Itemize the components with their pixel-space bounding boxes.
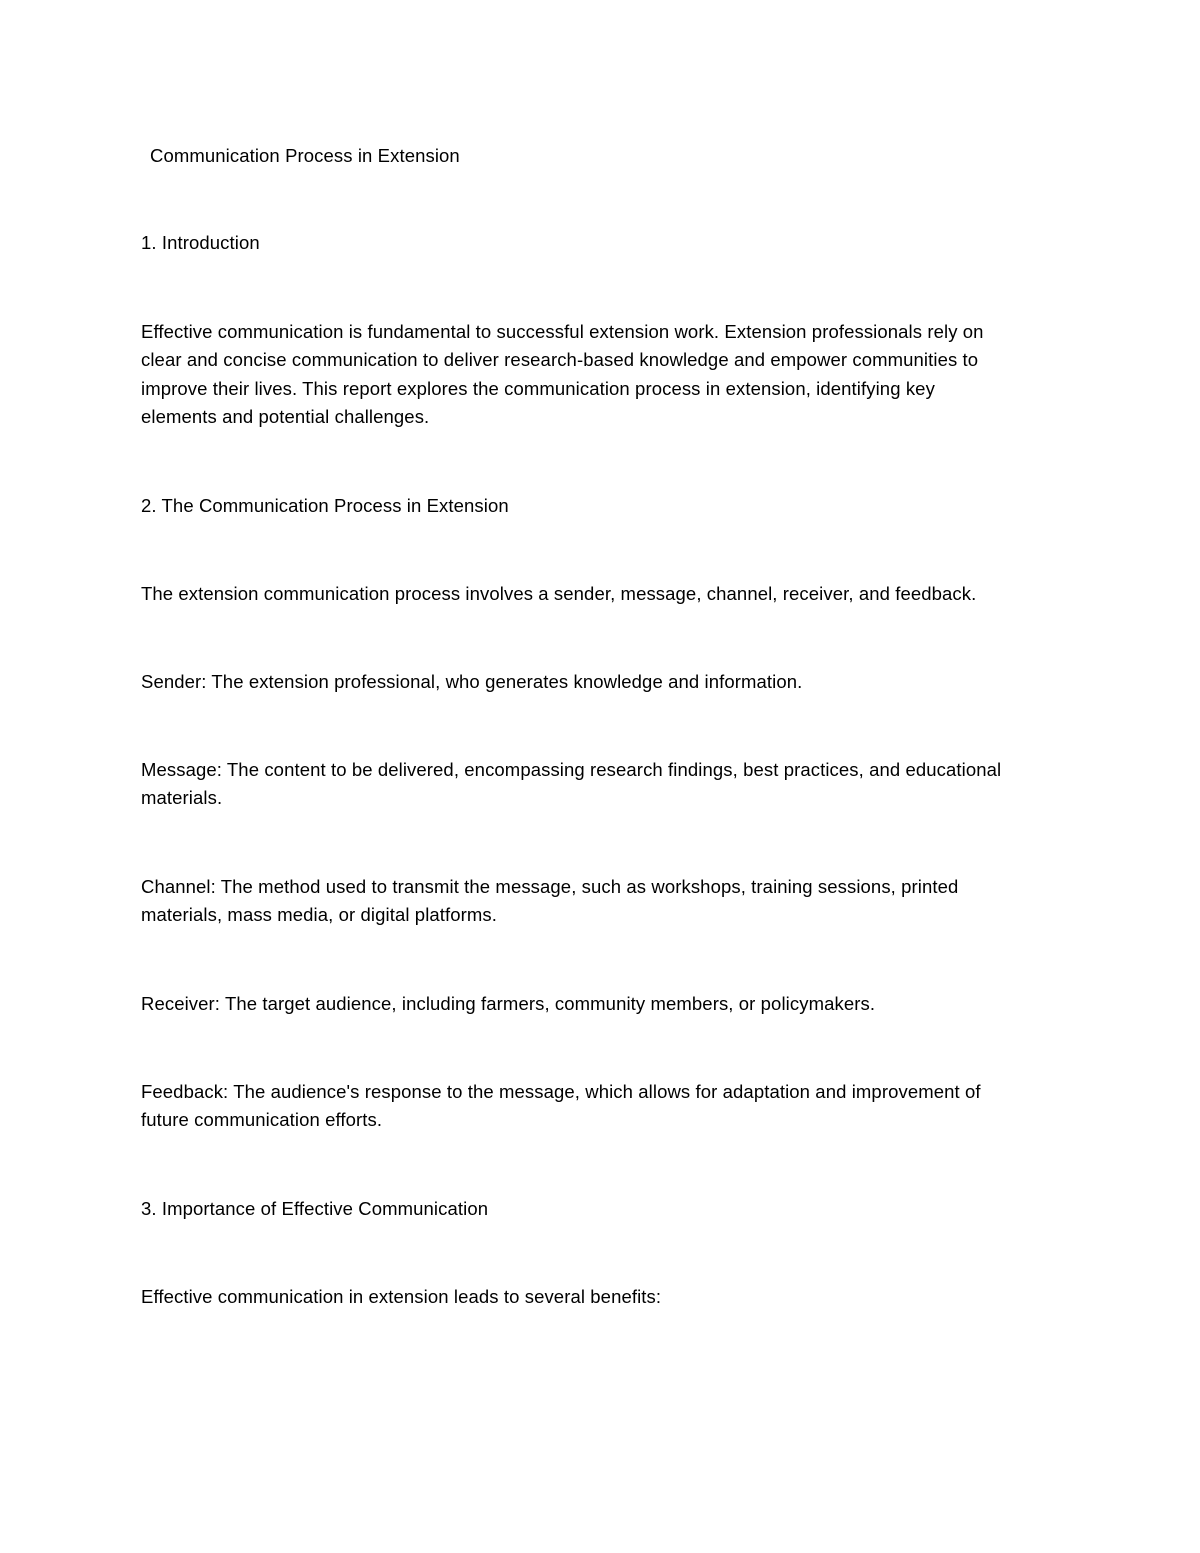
- paragraph-line: Effective communication is fundamental to successful extension work. Extension professionals rely on: [141, 321, 984, 342]
- message-definition: Message: The content to be delivered, encompassing research findings, best practices, and educational: [141, 759, 1002, 780]
- section-heading-introduction: 1. Introduction: [141, 232, 260, 253]
- document-title: Communication Process in Extension: [150, 145, 460, 166]
- paragraph-line: The extension communication process involves a sender, message, channel, receiver, and feedback.: [141, 583, 977, 604]
- receiver-definition: Receiver: The target audience, including farmers, community members, or policymakers.: [141, 993, 876, 1014]
- paragraph-line: elements and potential challenges.: [141, 406, 430, 427]
- section-heading-importance: 3. Importance of Effective Communication: [141, 1198, 489, 1219]
- sender-definition: Sender: The extension professional, who generates knowledge and information.: [141, 671, 803, 692]
- feedback-definition: Feedback: The audience's response to the message, which allows for adaptation and improvement of: [141, 1081, 981, 1102]
- channel-definition: Channel: The method used to transmit the message, such as workshops, training sessions, printed: [141, 876, 959, 897]
- feedback-definition-cont: future communication efforts.: [141, 1109, 383, 1130]
- message-definition-cont: materials.: [141, 787, 223, 808]
- paragraph-line: improve their lives. This report explores the communication process in extension, identifying key: [141, 378, 935, 399]
- section-heading-communication-process: 2. The Communication Process in Extension: [141, 495, 509, 516]
- paragraph-line: Effective communication in extension leads to several benefits:: [141, 1286, 662, 1307]
- channel-definition-cont: materials, mass media, or digital platforms.: [141, 904, 498, 925]
- paragraph-line: clear and concise communication to deliver research-based knowledge and empower communities to: [141, 349, 979, 370]
